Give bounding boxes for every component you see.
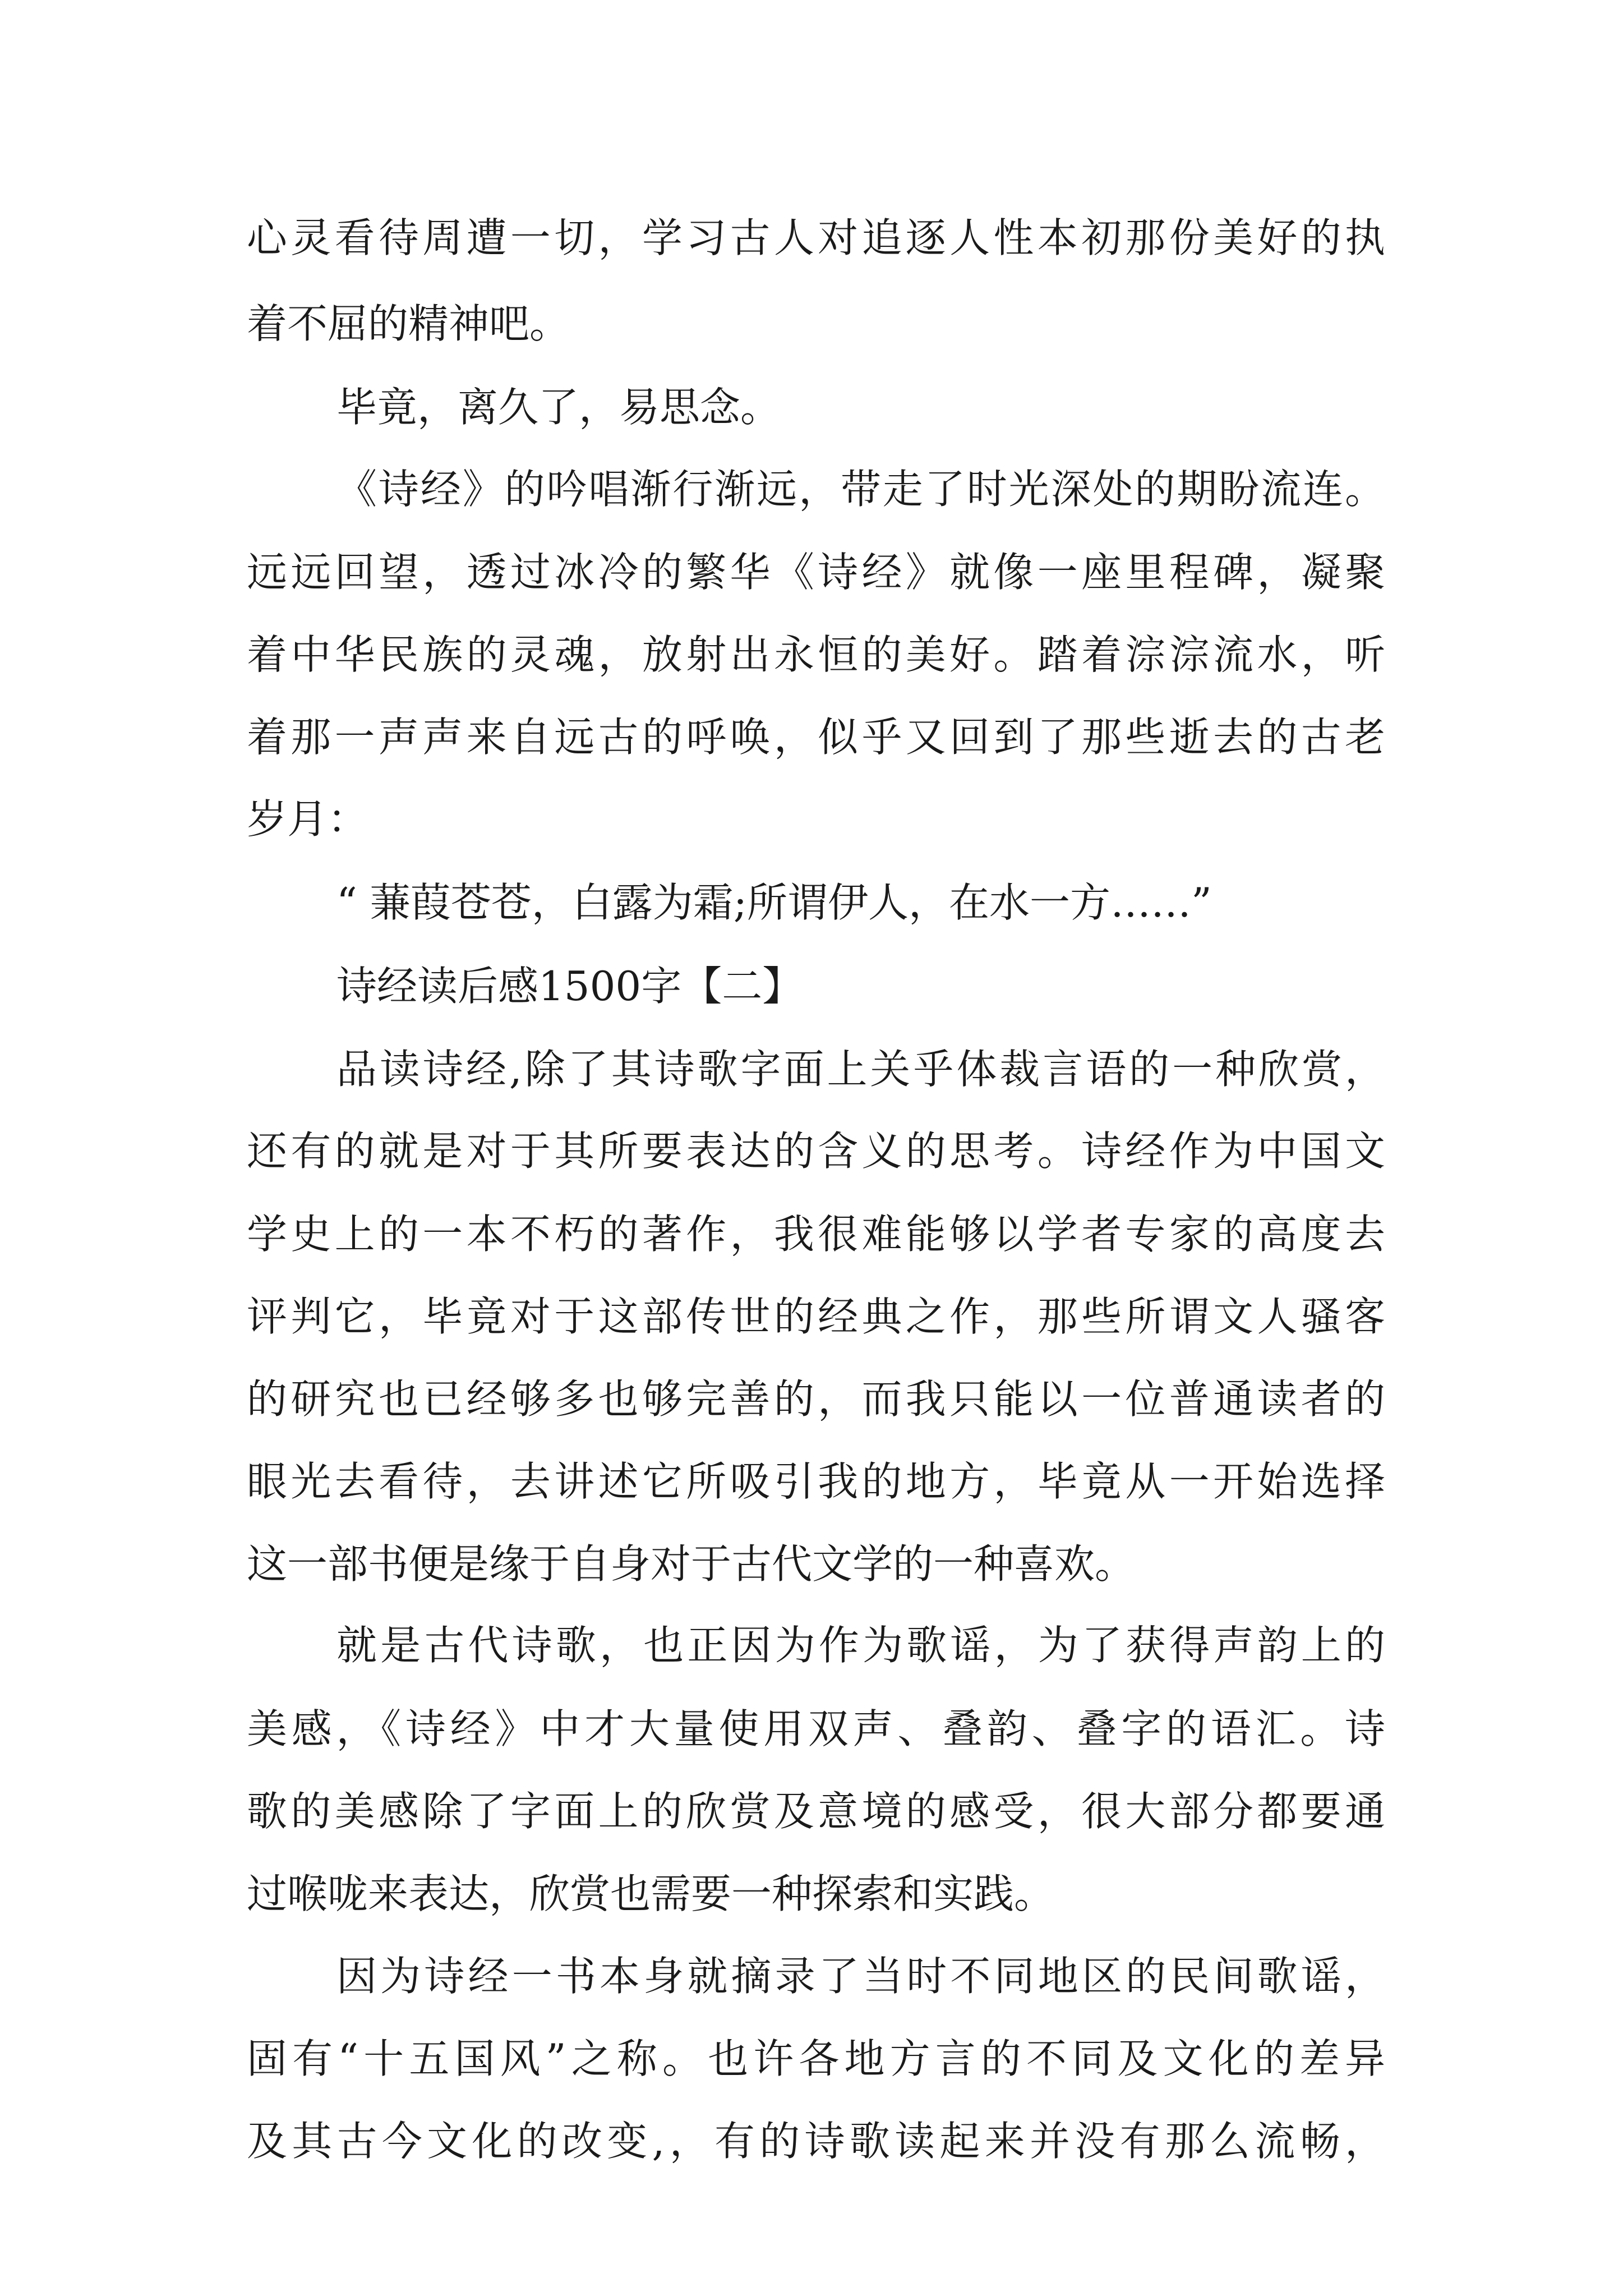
text-line: 《诗经》的吟唱渐行渐远，带走了时光深处的期盼流连。	[336, 466, 1385, 513]
text-line: 还有的就是对于其所要表达的含义的思考。诗经作为中国文	[247, 1128, 1385, 1175]
text-line: 毕竟，离久了，易思念。	[336, 384, 781, 431]
text-line: 学史上的一本不朽的著作，我很难能够以学者专家的高度去	[247, 1211, 1385, 1258]
text-line: 品读诗经,除了其诗歌字面上关乎体裁言语的一种欣赏，	[336, 1046, 1385, 1093]
text-line: 及其古今文化的改变,，有的诗歌读起来并没有那么流畅，	[247, 2118, 1385, 2165]
text-line: 岁月：	[247, 795, 368, 843]
text-line: 歌的美感除了字面上的欣赏及意境的感受，很大部分都要通	[247, 1788, 1385, 1835]
text-line: 心灵看待周遭一切，学习古人对追逐人性本初那份美好的执	[247, 214, 1385, 261]
text-line: 固有“十五国风”之称。也许各地方言的不同及文化的差异	[247, 2035, 1385, 2082]
text-line: 着中华民族的灵魂，放射出永恒的美好。踏着淙淙流水，听	[247, 631, 1385, 678]
text-line: 的研究也已经够多也够完善的，而我只能以一位普通读者的	[247, 1375, 1385, 1423]
section-heading: 诗经读后感1500字【二】	[336, 963, 803, 1010]
text-line: 这一部书便是缘于自身对于古代文学的一种喜欢。	[247, 1540, 1136, 1588]
quote-line: “ 蒹葭苍苍，白露为霜;所谓伊人，在水一方……”	[336, 879, 1212, 926]
text-line: 远远回望，透过冰冷的繁华《诗经》就像一座里程碑，凝聚	[247, 549, 1385, 596]
text-line: 就是古代诗歌，也正因为作为歌谣，为了获得声韵上的	[336, 1622, 1385, 1669]
text-line: 着不屈的精神吧。	[247, 300, 570, 347]
text-line: 因为诗经一书本身就摘录了当时不同地区的民间歌谣，	[336, 1953, 1385, 2000]
text-line: 着那一声声来自远古的呼唤，似乎又回到了那些逝去的古老	[247, 714, 1385, 761]
text-line: 评判它，毕竟对于这部传世的经典之作，那些所谓文人骚客	[247, 1293, 1385, 1340]
text-line: 过喉咙来表达，欣赏也需要一种探索和实践。	[247, 1870, 1055, 1917]
text-line: 眼光去看待，去讲述它所吸引我的地方，毕竟从一开始选择	[247, 1458, 1385, 1505]
text-line: 美感，《诗经》中才大量使用双声、叠韵、叠字的语汇。诗	[247, 1705, 1385, 1752]
